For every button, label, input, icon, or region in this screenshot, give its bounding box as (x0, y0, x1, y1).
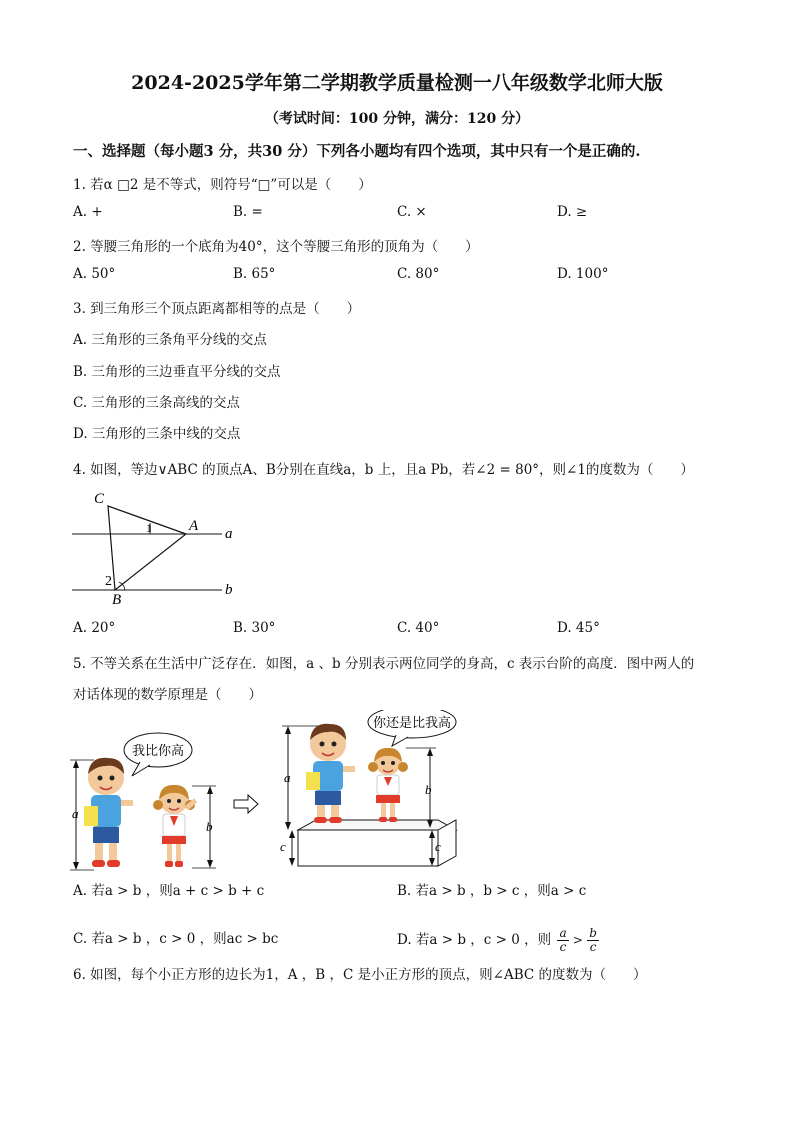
boy-on-step-illustration (306, 724, 355, 823)
q1-option-b: B. = (233, 204, 263, 220)
q3-option-b: B. 三角形的三边垂直平分线的交点 (73, 364, 281, 380)
right-arrow-icon (234, 795, 258, 813)
q5-option-c: C. 若a > b ，c > 0 ，则ac > bc (73, 931, 279, 947)
label-line-a: a (225, 526, 233, 542)
section-heading: 一、选择题（每小题3 分，共30 分）下列各小题均有四个选项，其中只有一个是正确的. (73, 143, 641, 160)
right-scene (280, 710, 456, 866)
girl-on-step-illustration (368, 748, 408, 822)
left-label-a: a (72, 806, 79, 821)
label-a-vertex: A (189, 518, 199, 534)
speech-bubble-right: 你还是比我高 (372, 715, 452, 730)
q4-option-d: D. 45° (557, 620, 600, 636)
right-label-b: b (425, 782, 432, 797)
triangle-abc (108, 506, 186, 590)
frac1-numerator: a (559, 926, 567, 940)
fraction-a-over-c (557, 927, 568, 954)
boy-illustration (84, 758, 133, 867)
q2-option-d: D. 100° (557, 266, 609, 282)
frac2-denominator: c (589, 940, 597, 954)
q2-option-c: C. 80° (397, 266, 440, 282)
label-c: C (94, 491, 105, 507)
page-title: 2024-2025学年第二学期教学质量检测一八年级数学北师大版 (131, 72, 663, 94)
height-comparison-figure (66, 710, 486, 875)
fraction-b-over-c (587, 927, 599, 954)
q2-option-b: B. 65° (233, 266, 276, 282)
label-line-b: b (225, 582, 233, 598)
q3-option-c: C. 三角形的三条高线的交点 (73, 395, 240, 411)
girl-illustration (153, 785, 197, 867)
question-3-stem: 3. 到三角形三个顶点距离都相等的点是（ ） (73, 301, 361, 317)
triangle-parallel-lines-figure (70, 486, 250, 608)
question-4-stem: 4. 如图，等边∨ABC 的顶点A、B分别在直线a，b 上，且a Pb，若∠2 = 80°，则∠1的度数为（ ） (73, 462, 694, 478)
right-label-c-right: c (435, 839, 441, 854)
frac2-numerator: b (589, 926, 597, 940)
q4-option-a: A. 20° (73, 620, 116, 636)
fraction-operator: > (572, 933, 583, 947)
label-angle-2: 2 (105, 574, 112, 589)
question-1-stem: 1. 若α □2 是不等式，则符号“□”可以是（ ） (73, 177, 372, 193)
q5-option-b: B. 若a > b ，b > c ，则a > c (397, 883, 587, 899)
right-label-a: a (284, 770, 291, 785)
label-b-vertex: B (112, 592, 122, 608)
q1-option-d: D. ≥ (557, 204, 588, 220)
label-angle-1: 1 (146, 521, 152, 535)
q4-option-c: C. 40° (397, 620, 440, 636)
frac1-denominator: c (559, 940, 567, 954)
question-2-stem: 2. 等腰三角形的一个底角为40°，这个等腰三角形的顶角为（ ） (73, 239, 479, 255)
q5-option-d (397, 927, 599, 954)
left-scene (70, 733, 216, 870)
q2-option-a: A. 50° (73, 266, 116, 282)
q1-option-a: A. + (73, 204, 103, 220)
left-label-b: b (206, 819, 213, 834)
q5-option-a: A. 若a > b ，则a + c > b + c (73, 883, 265, 899)
question-6-stem: 6. 如图，每个小正方形的边长为1，A ，B ，C 是小正方形的顶点，则∠ABC 的度数为（ ） (73, 967, 647, 983)
question-5-stem-line2: 对话体现的数学原理是（ ） (73, 687, 262, 703)
speech-bubble-left: 我比你高 (131, 743, 185, 758)
q3-option-d: D. 三角形的三条中线的交点 (73, 426, 241, 442)
q4-option-b: B. 30° (233, 620, 276, 636)
q3-option-a: A. 三角形的三条角平分线的交点 (73, 332, 267, 348)
right-label-c-left: c (280, 839, 286, 854)
q5-option-d-text: D. 若a > b ，c > 0 ，则 (397, 932, 552, 948)
exam-info: （考试时间：100 分钟，满分：120 分） (264, 111, 530, 127)
q1-option-c: C. × (397, 204, 427, 220)
question-5-stem-line1: 5. 不等关系在生活中广泛存在．如图，a 、b 分别表示两位同学的身高，c 表示台阶的高度．图中两人的 (73, 656, 695, 672)
